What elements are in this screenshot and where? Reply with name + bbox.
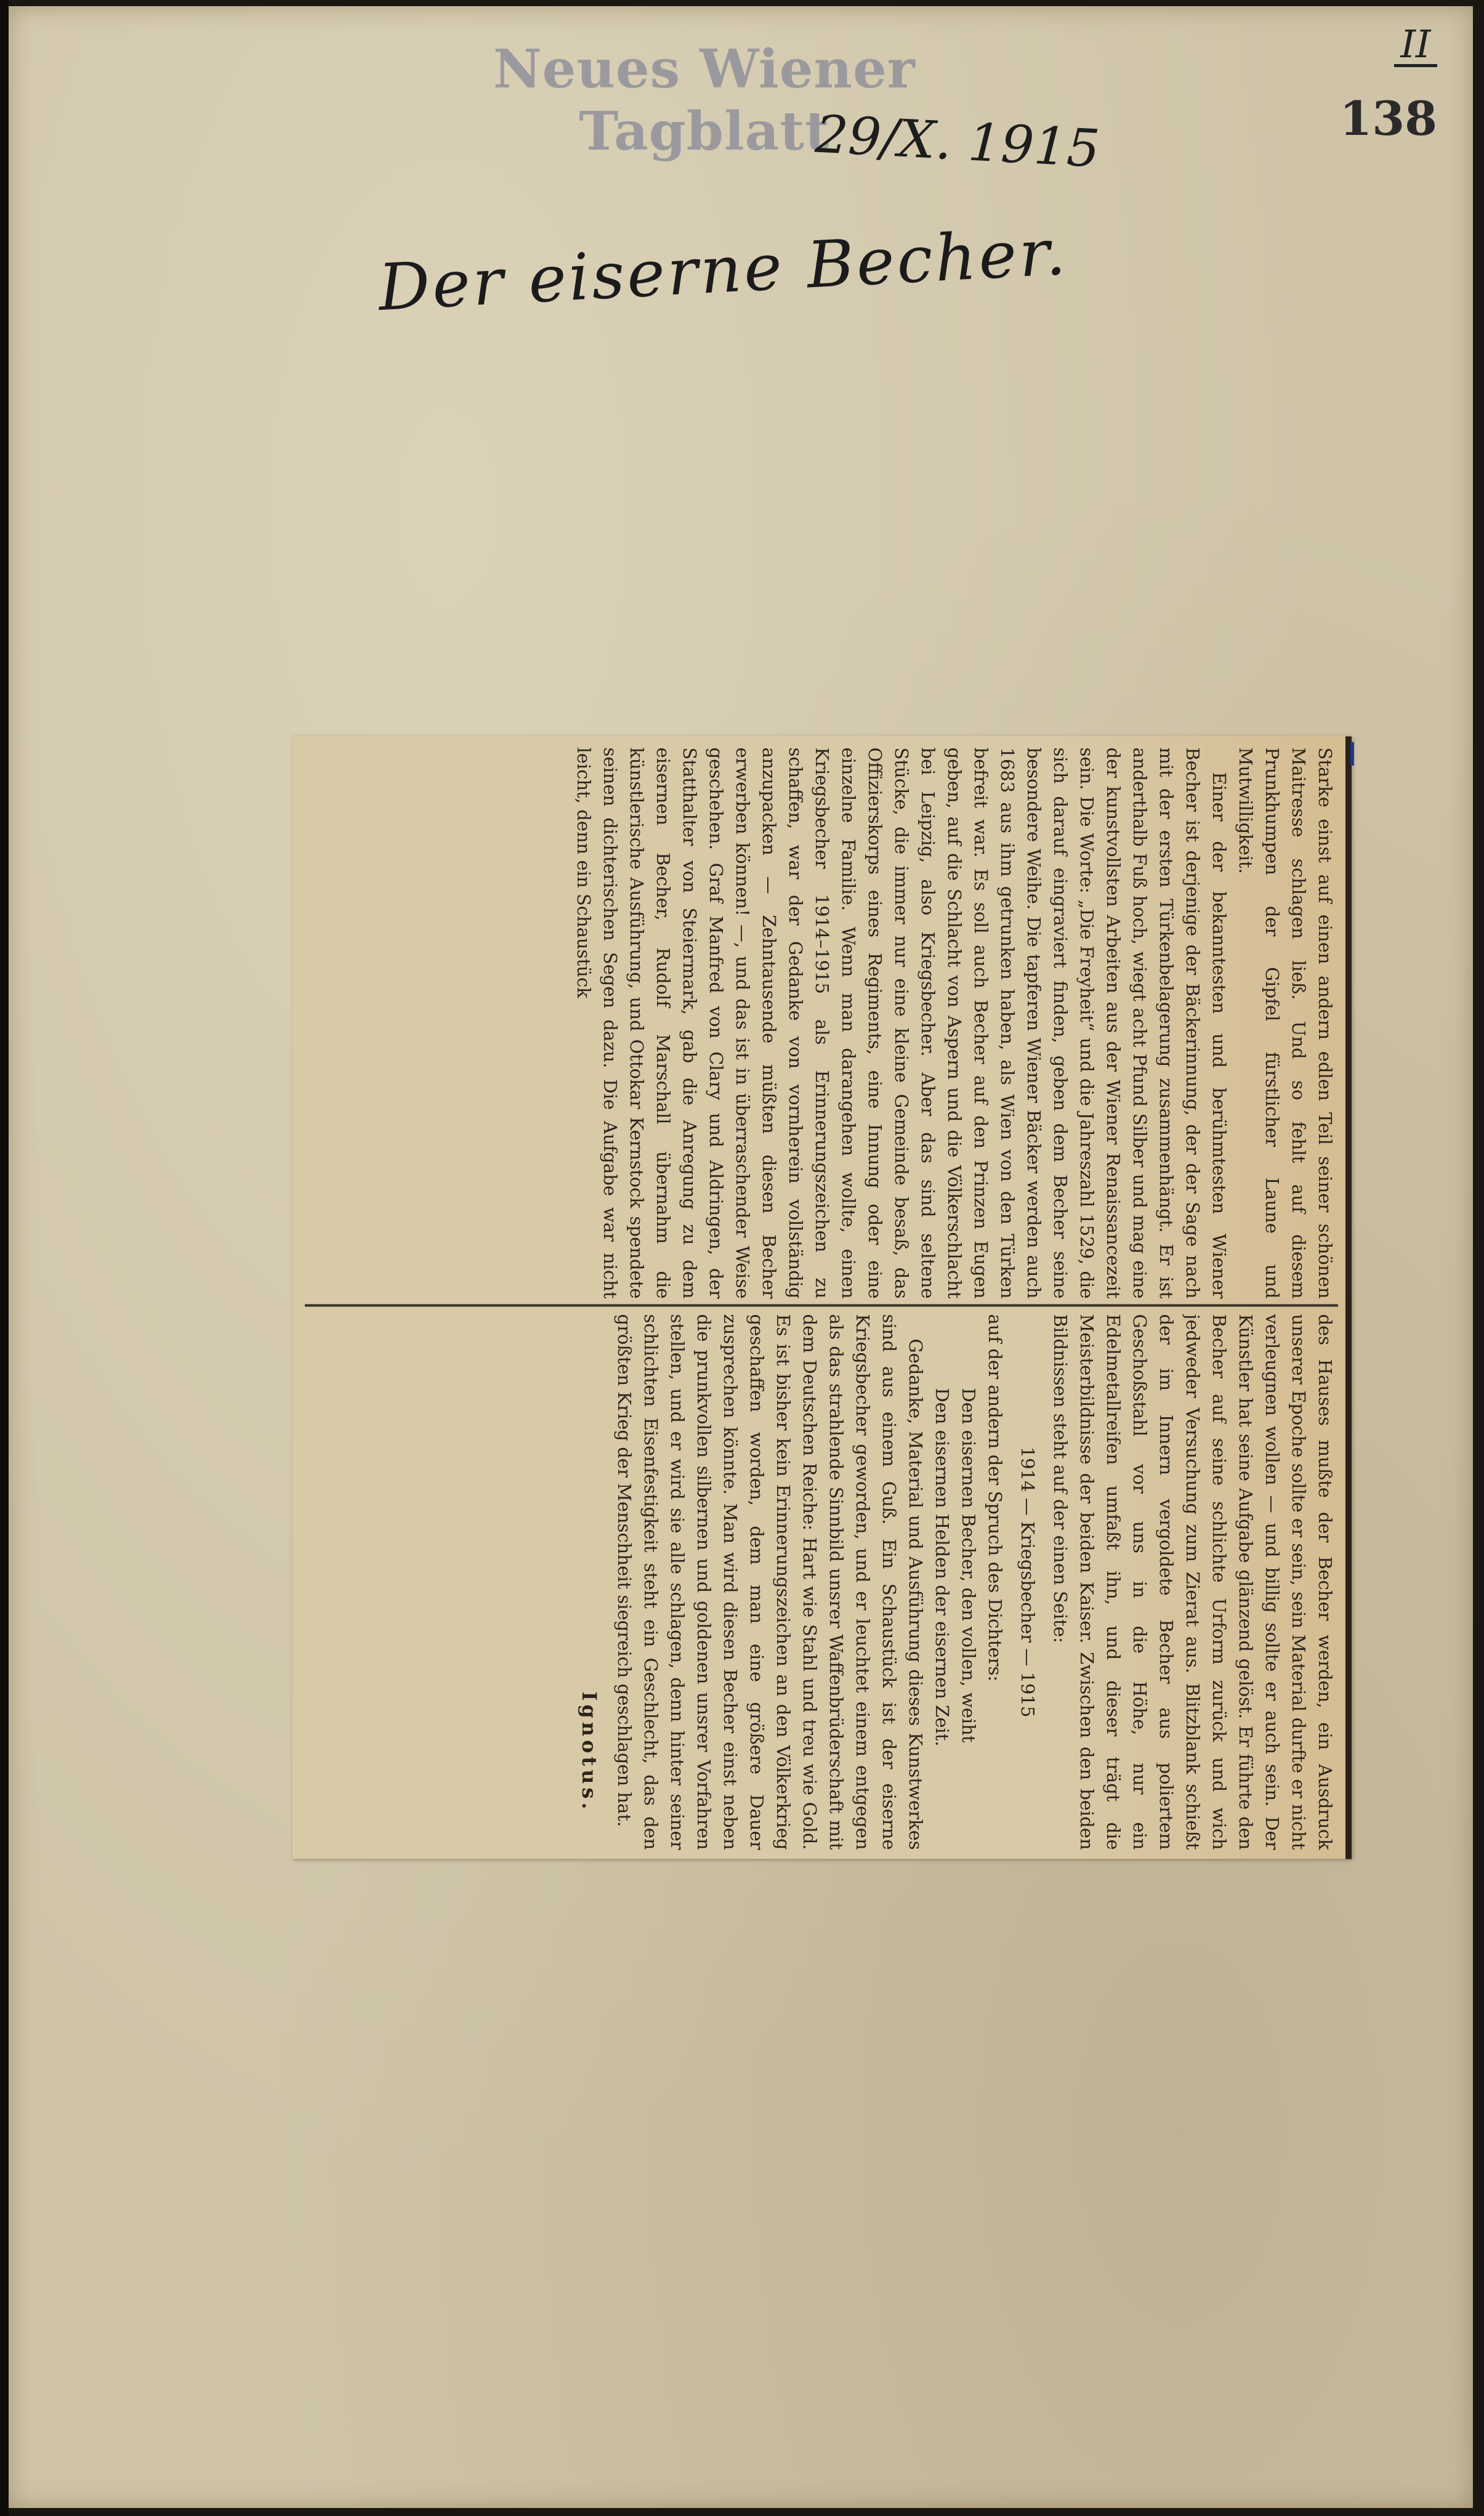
column-separator [305, 1304, 1338, 1306]
blue-pencil-mark [1350, 742, 1354, 766]
article-signature: Ignotus. [578, 1691, 601, 1813]
handwritten-title: Der eiserne Becher. [376, 214, 1070, 326]
newspaper-stamp: Neues Wiener Tagblatt [493, 38, 916, 163]
paragraph: des Hauses mußte der Becher werden, ein Ausdruck unserer Epoche sollte er sein, sein Material durfte er nicht verleugnen wollen — und billig sollte er auch sein. Der Künstler hat seine Aufgabe glänzend gelöst. Er führte den Becher auf seine schlichte Urform zurück und wich jedweder Versuchung zum Zierat aus. Blitzblank schießt der im Innern vergoldete Becher aus poliertem Geschoßstahl vor uns in die Höhe, nur ein Edelmetallreifen umfaßt ihn, und dieser trägt die Meisterbildnisse der beiden Kaiser. Zwischen den beiden Bildnissen steht auf der einen Seite: [1050, 1314, 1336, 1850]
paragraph: Einer der bekanntesten und berühmtesten Wiener Becher ist derjenige der Bäckerinnung, der der Sage nach mit der ersten Türkenbelagerung zusammenhängt. Er ist anderthalb Fuß hoch, wiegt acht Pfund Silber und mag eine der kunstvollsten Arbeiten aus der Wiener Renaissancezeit sein. Die Worte: „Die Freyheit“ und die Jahreszahl 1529, die sich darauf eingraviert finden, geben dem Becher seine besondere Weihe. Die tapferen Wiener Bäcker werden auch 1683 aus ihm getrunken haben, als Wien von den Türken befreit war. Es soll auch Becher auf den Prinzen Eugen geben, auf die Schlacht von Aspern und die Völkerschlacht bei Leipzig, also Kriegsbecher. Aber das sind seltene Stücke, die immer nur eine kleine Gemeinde besaß, das Offizierskorps eines Regiments, eine Innung oder eine einzelne Familie. Wenn man darangehen wollte, einen Kriegsbecher 1914–1915 als Erinnerungszeichen zu schaffen, war der Gedanke von vornherein vollständig anzupacken — Zehntausende müßten diesen Becher erwerben können! —, und das ist in überraschender Weise geschehen. Graf Manfred von Clary und Aldringen, der Statthalter von Steiermark, gab die Anregung zu dem eisernen Becher, Rudolf Marschall übernahm die künstlerische Ausführung, und Ottokar Kernstock spendete seinen dichterischen Segen dazu. Die Aufgabe war nicht leicht, denn ein Schaustück [573, 747, 1230, 1298]
newspaper-clipping [292, 736, 1352, 1859]
handwritten-date: 29/X. 1915 [813, 103, 1102, 179]
folio-number: 138 [1339, 91, 1437, 146]
article-column-2 [305, 1314, 1338, 1850]
verse-line: 1914 — Kriegsbecher — 1915 [1017, 1446, 1038, 1717]
paragraph: auf der andern der Spruch des Dichters: [985, 1314, 1006, 1681]
roman-numeral: II [1394, 25, 1437, 67]
paragraph: Starke einst auf einen andern edlen Teil seiner schönen Maitresse schlagen ließ. Und so fehlt auf diesem Prunkhumpen der Gipfel fürstlicher Laune und Mutwilligkeit. [1235, 747, 1336, 1298]
poem-line: Den eisernen Becher, den vollen, weiht [958, 1388, 979, 1742]
clipping-rotated-content [292, 736, 1352, 1859]
poem-line: Den eisernen Helden der eisernen Zeit. [932, 1388, 953, 1747]
clipping-top-rule [1345, 736, 1352, 1859]
article-column-1 [305, 747, 1338, 1298]
paragraph: Gedanke, Material und Ausführung dieses Kunstwerkes sind aus einem Guß. Ein Schaustück ist der eiserne Kriegsbecher geworden, und er leuchtet einem entgegen als das strahlende Sinnbild unsrer Waffenbrüderschaft mit dem Deutschen Reiche: Hart wie Stahl und treu wie Gold. Es ist bisher kein Erinnerungszeichen an den Völkerkrieg geschaffen worden, dem man eine größere Dauer zusprechen könnte. Man wird diesen Becher einst neben die prunkvollen silbernen und goldenen unsrer Vorfahren stellen, und er wird sie alle schlagen, denn hinter seiner schlichten Eisenfestigkeit steht ein Geschlecht, das den größten Krieg der Menschheit siegreich geschlagen hat. [614, 1314, 926, 1850]
scan-edge [0, 0, 9, 2516]
